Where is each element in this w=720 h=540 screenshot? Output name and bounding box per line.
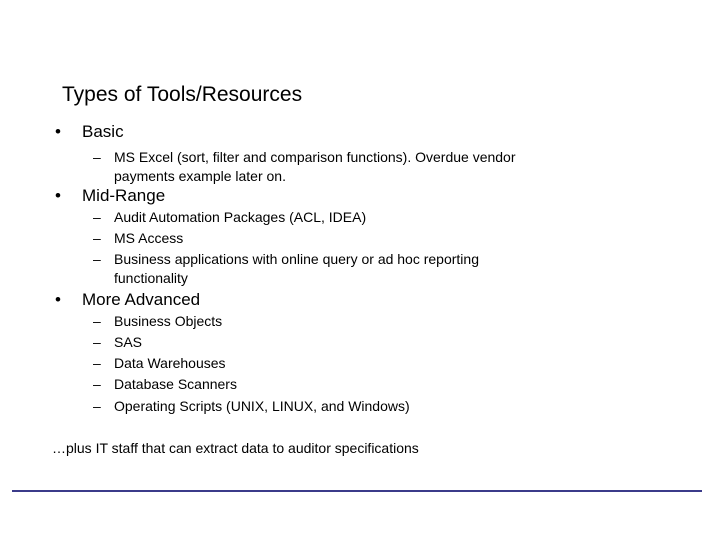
dash-icon: – [93,398,101,414]
bullet-icon: • [55,122,61,141]
sub-item-text: Data Warehouses [114,355,226,371]
sub-item-text: SAS [114,334,143,350]
dash-icon: – [93,149,101,165]
dash-icon: – [93,355,101,371]
slide-title: Types of Tools/Resources [62,83,303,106]
sub-item-text: MS Excel (sort, filter and comparison functions). Overdue vendor payments example later on. [114,149,516,184]
sub-item-text: Business Objects [114,313,223,329]
dash-icon: – [93,230,101,246]
dash-icon: – [93,334,101,350]
sub-item-text: Audit Automation Packages (ACL, IDEA) [114,209,367,225]
dash-icon: – [93,313,101,329]
bullet-label: Basic [82,122,124,141]
bullet-icon: • [55,290,61,309]
sub-item-text: Database Scanners [114,376,237,392]
bullet-icon: • [55,186,61,205]
sub-item-text: MS Access [114,230,184,246]
bottom-divider [12,490,702,492]
bullet-label: More Advanced [82,290,201,309]
dash-icon: – [93,209,101,225]
dash-icon: – [93,376,101,392]
bullet-label: Mid-Range [82,186,166,205]
sub-item-text: Operating Scripts (UNIX, LINUX, and Windows) [114,398,410,414]
sub-item-text: Business applications with online query or ad hoc reporting functionality [114,251,479,286]
footer-note: …plus IT staff that can extract data to auditor specifications [52,440,419,456]
dash-icon: – [93,251,101,267]
